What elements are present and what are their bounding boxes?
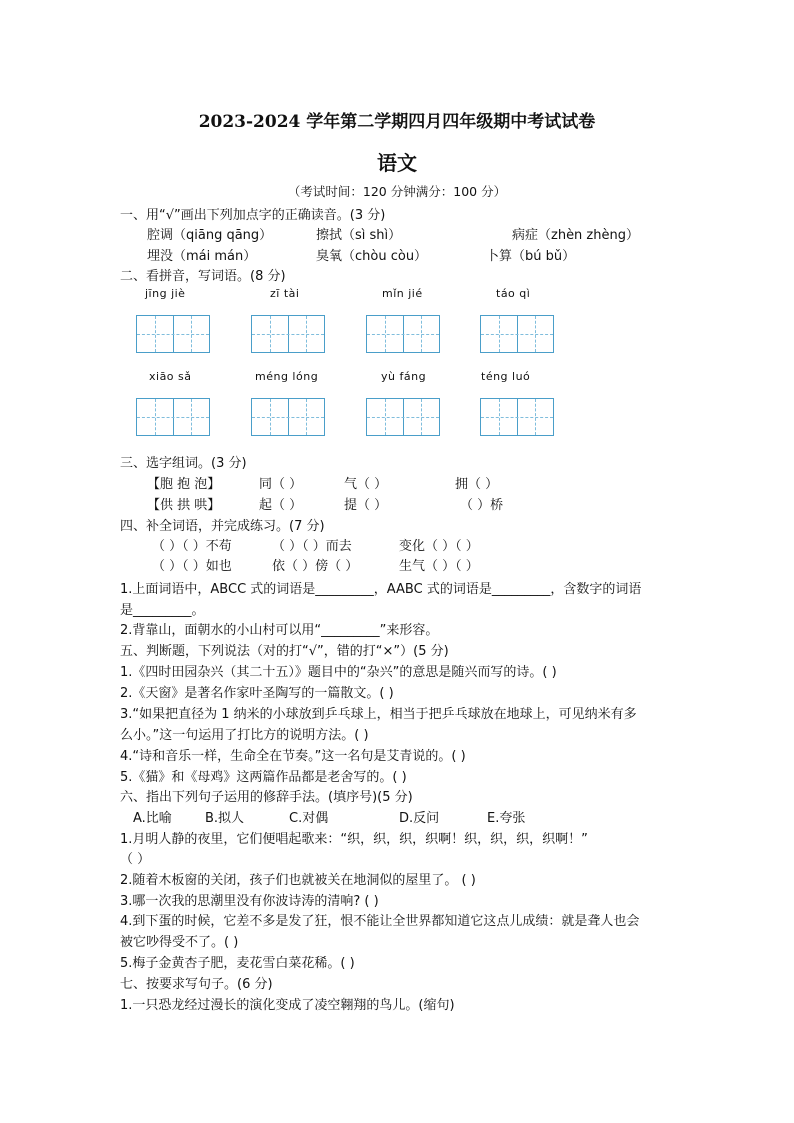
q2-heading: 二、看拼音，写词语。(8 分) [120,269,286,284]
pinyin-label: táo qì [496,287,531,300]
q1-item: 臭氧（chòu còu） [316,249,428,264]
writing-grid[interactable] [480,315,554,353]
q6-option: D.反问 [399,811,440,826]
q6-item: 3.哪一次我的思潮里没有你波诗涛的清响? ( ) [120,894,379,909]
q5-item: 5.《猫》和《母鸡》这两篇作品都是老舍写的。( ) [120,770,407,785]
pinyin-label: yù fáng [381,370,427,383]
q3-char-group: 【供 拱 哄】 [147,498,221,513]
q3-char-group: 【胞 抱 泡】 [147,477,221,492]
q6-item-cont: （ ） [120,852,151,867]
exam-info: （考试时间：120 分钟满分：100 分） [287,184,507,199]
q3-blank: 同（ ） [259,477,303,492]
q1-item: 腔调（qiāng qāng） [147,228,273,243]
q5-item: 3.“如果把直径为 1 纳米的小球放到乒乓球上，相当于把乒乓球放在地球上，可见纳米有多 [120,707,637,722]
q5-heading: 五、判断题，下列说法（对的打“√”，错的打“×”）(5 分) [120,644,449,659]
q6-item: 4.到下蛋的时候，它差不多是发了狂，恨不能让全世界都知道它这点儿成绩：就是聋人也会 [120,914,640,929]
q3-blank: （ ）桥 [460,498,504,513]
q4-blank-word: 依（ ）傍（ ） [272,559,359,574]
pinyin-label: jīng jiè [145,287,186,300]
subject-title: 语文 [377,151,417,175]
q6-option: A.比喻 [133,811,172,826]
q6-option: C.对偶 [289,811,329,826]
pinyin-label: mǐn jié [382,287,423,300]
q4-blank-word: （ ）（ ）而去 [272,539,352,554]
q1-heading: 一、用“√”画出下列加点字的正确读音。(3 分) [120,208,386,223]
q4-heading: 四、补全词语，并完成练习。(7 分) [120,519,325,534]
pinyin-label: téng luó [481,370,531,383]
q3-blank: 提（ ） [344,498,388,513]
q1-item: 病症（zhèn zhèng） [512,228,639,243]
q5-item: 4.“诗和音乐一样，生命全在节奏。”这一名句是艾青说的。( ) [120,749,466,764]
exam-title: 2023-2024 学年第二学期四月四年级期中考试试卷 [198,112,596,132]
q6-heading: 六、指出下列句子运用的修辞手法。(填序号)(5 分) [120,790,413,805]
pinyin-label: xiāo sǎ [149,370,192,383]
writing-grid[interactable] [136,315,210,353]
q3-blank: 拥（ ） [455,477,499,492]
q7-heading: 七、按要求写句子。(6 分) [120,977,273,992]
q3-blank: 气（ ） [344,477,388,492]
q6-item-cont: 被它吵得受不了。( ) [120,935,239,950]
writing-grid[interactable] [366,398,440,436]
writing-grid[interactable] [251,398,325,436]
q5-item: 1.《四时田园杂兴（其二十五）》题目中的“杂兴”的意思是随兴而写的诗。( ) [120,665,557,680]
writing-grid[interactable] [366,315,440,353]
q4-blank-word: 生气（ ）（ ） [399,559,479,574]
q4-blank-word: 变化（ ）（ ） [399,539,479,554]
q6-option: E.夸张 [487,811,526,826]
q4-item-1-cont: 是_________。 [120,603,205,618]
q1-item: 埋没（mái mán） [147,249,257,264]
q3-blank: 起（ ） [259,498,303,513]
q7-item: 1.一只恐龙经过漫长的演化变成了凌空翱翔的鸟儿。(缩句) [120,998,455,1013]
pinyin-label: zī tài [270,287,300,300]
q6-item: 1.月明人静的夜里，它们便唱起歌来：“织，织，织，织啊！织，织，织，织啊！” [120,832,588,847]
q3-heading: 三、选字组词。(3 分) [120,456,247,471]
pinyin-label: méng lóng [255,370,319,383]
q6-item: 2.随着木板窗的关闭，孩子们也就被关在地洞似的屋里了。 ( ) [120,873,476,888]
q1-item: 卜算（bú bǔ） [486,249,576,264]
q6-item: 5.梅子金黄杏子肥，麦花雪白菜花稀。( ) [120,956,355,971]
q4-item-2: 2.背靠山，面朝水的小山村可以用“_________”来形容。 [120,623,439,638]
writing-grid[interactable] [251,315,325,353]
q5-item: 2.《天窗》是著名作家叶圣陶写的一篇散文。( ) [120,686,394,701]
q5-item-cont: 么小。”这一句运用了打比方的说明方法。( ) [120,728,369,743]
q1-item: 擦拭（sì shì） [316,228,402,243]
q4-blank-word: （ ）（ ）如也 [152,559,232,574]
q6-option: B.拟人 [205,811,245,826]
writing-grid[interactable] [480,398,554,436]
q4-blank-word: （ ）（ ）不苟 [152,539,232,554]
writing-grid[interactable] [136,398,210,436]
q4-item-1: 1.上面词语中，ABCC 式的词语是_________，AABC 式的词语是_________，含数字的词语 [120,582,642,597]
